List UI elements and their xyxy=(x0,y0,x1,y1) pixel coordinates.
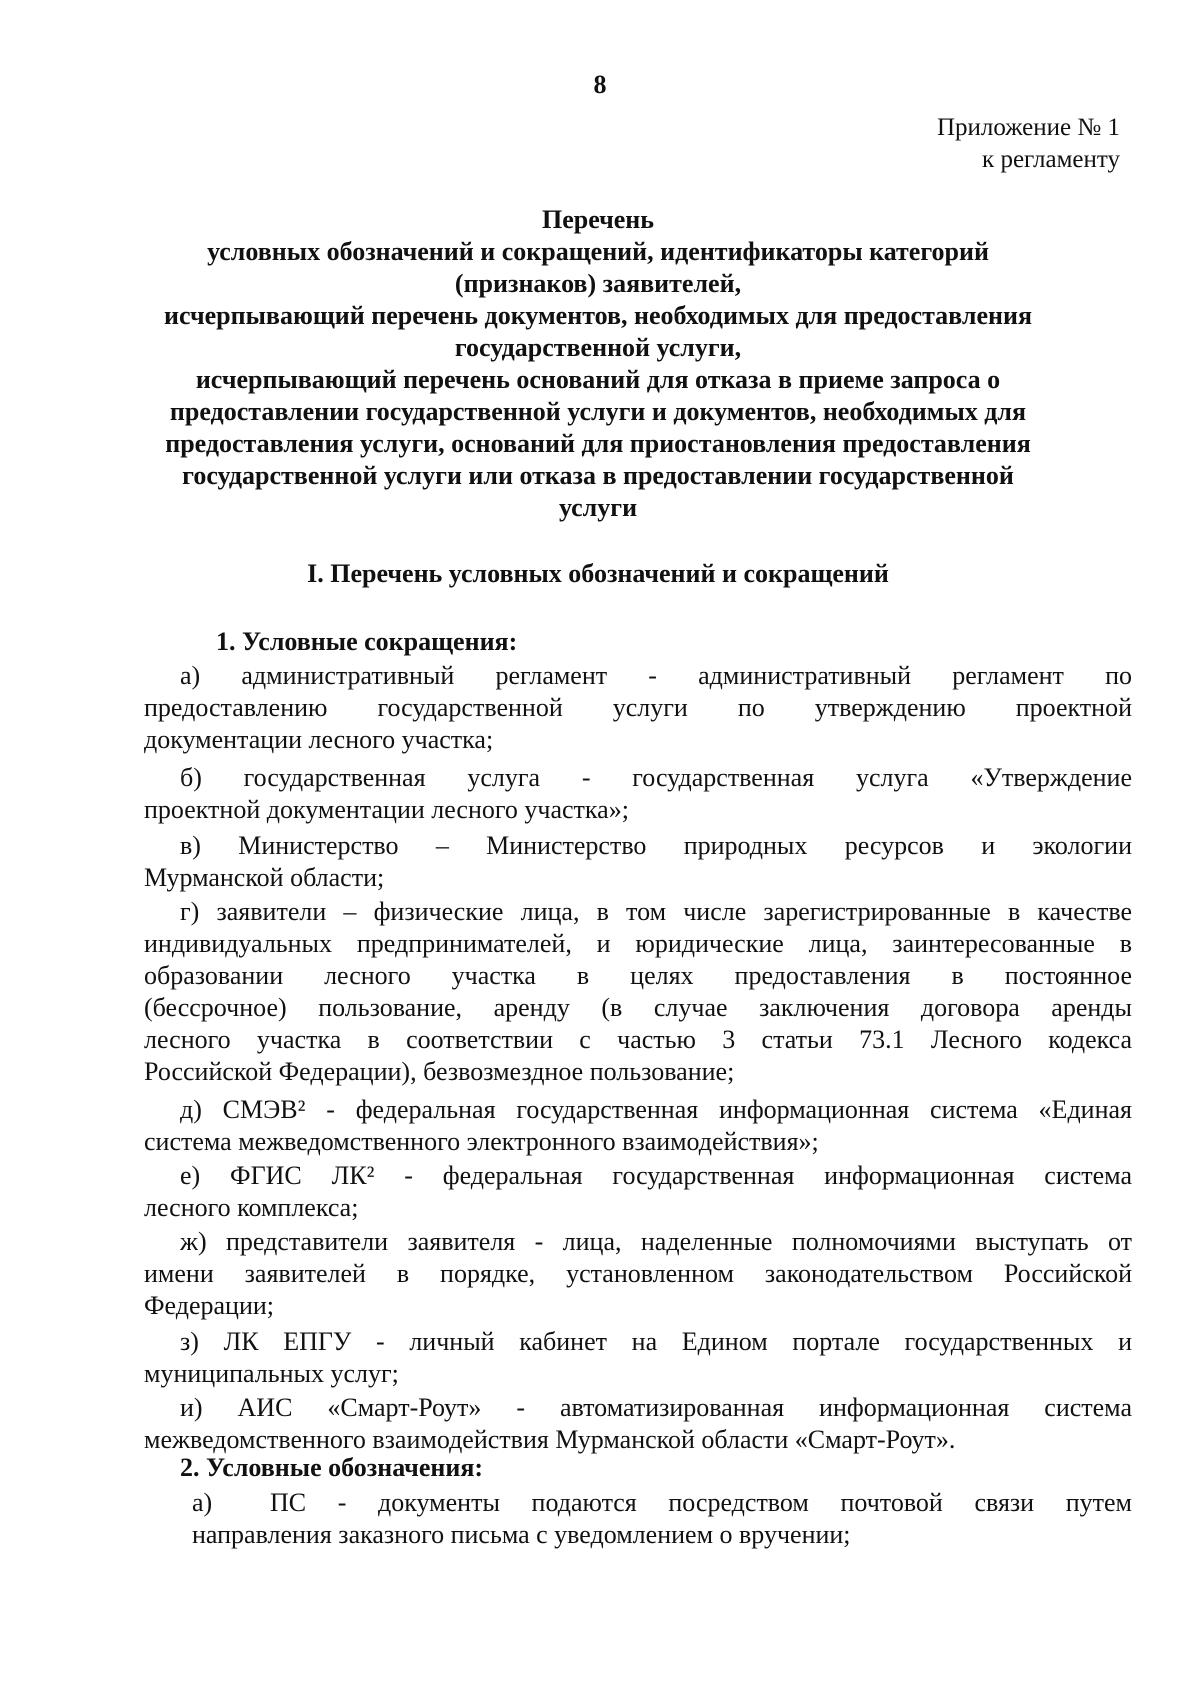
document-title xyxy=(148,204,1048,524)
abbreviation-item xyxy=(144,1326,1132,1390)
paragraph-line: Мурманской области; xyxy=(144,863,385,892)
paragraph-line: муниципальных услуг; xyxy=(144,1359,399,1388)
paragraph-line: д) СМЭВ² - федеральная государственная информационная система «Единая xyxy=(180,1095,1132,1124)
section-heading: I. Перечень условных обозначений и сокращений xyxy=(307,559,889,588)
appendix-line: Приложение № 1 xyxy=(936,114,1120,141)
appendix-reference xyxy=(937,112,1120,176)
paragraph-line: Российской Федерации), безвозмездное пользование; xyxy=(144,1057,735,1086)
paragraph-line: документации лесного участка; xyxy=(144,725,494,754)
paragraph-line: имени заявителей в порядке, установленном законодательством Российской xyxy=(144,1259,1132,1288)
title-line: исчерпывающий перечень документов, необходимых для предоставления xyxy=(163,301,1033,330)
title-line: государственной услуги, xyxy=(454,333,742,362)
list-marker: а) xyxy=(192,1488,213,1517)
page-number: 8 xyxy=(593,70,607,99)
paragraph-line: система межведомственного электронного взаимодействия»; xyxy=(144,1127,819,1156)
subsection-heading: 2. Условные обозначения: xyxy=(180,1453,484,1482)
paragraph-line: индивидуальных предпринимателей, и юридические лица, заинтересованные в xyxy=(144,929,1132,958)
paragraph-line: з) ЛК ЕПГУ - личный кабинет на Едином портале государственных и xyxy=(180,1327,1132,1356)
paragraph-line: в) Министерство – Министерство природных ресурсов и экологии xyxy=(180,831,1132,860)
paragraph-line: б) государственная услуга - государственная услуга «Утверждение xyxy=(180,763,1132,792)
title-line: предоставлении государственной услуги и документов, необходимых для xyxy=(169,397,1027,426)
paragraph-line: образовании лесного участка в целях предоставления в постоянное xyxy=(144,961,1132,990)
title-line: предоставления услуги, оснований для приостановления предоставления xyxy=(165,429,1031,458)
designation-item xyxy=(192,1487,1132,1551)
title-line: Перечень xyxy=(541,205,655,234)
abbreviation-item xyxy=(144,660,1132,756)
paragraph-line: а) административный регламент - административный регламент по xyxy=(180,661,1132,690)
paragraph-line: (бессрочное) пользование, аренду (в случае заключения договора аренды xyxy=(144,993,1132,1022)
paragraph-line: Федерации; xyxy=(144,1291,275,1320)
appendix-line: к регламенту xyxy=(982,146,1120,173)
paragraph-line: г) заявители – физические лица, в том числе зарегистрированные в качестве xyxy=(180,897,1132,926)
paragraph-line: и) АИС «Смарт-Роут» - автоматизированная информационная система xyxy=(180,1393,1132,1422)
abbreviation-item xyxy=(144,1226,1132,1322)
paragraph-line xyxy=(192,1487,1132,1519)
title-line: услуги xyxy=(558,493,638,522)
title-line: условных обозначений и сокращений, идентификаторы категорий xyxy=(207,237,989,266)
paragraph-line: направления заказного письма с уведомлением о вручении; xyxy=(192,1520,851,1549)
abbreviation-item xyxy=(144,830,1132,894)
abbreviation-item xyxy=(144,762,1132,826)
abbreviation-item xyxy=(144,1160,1132,1224)
paragraph-line: межведомственного взаимодействия Мурманской области «Смарт-Роут». xyxy=(144,1425,956,1454)
abbreviation-item xyxy=(144,896,1132,1088)
subsection-heading: 1. Условные сокращения: xyxy=(216,627,518,656)
paragraph-line: лесного комплекса; xyxy=(144,1193,359,1222)
abbreviation-item xyxy=(144,1392,1132,1456)
designation-text: ПС - документы подаются посредством почтовой связи путем xyxy=(270,1488,1132,1517)
paragraph-line: проектной документации лесного участка»; xyxy=(144,795,629,824)
paragraph-line: предоставлению государственной услуги по утверждению проектной xyxy=(144,693,1132,722)
paragraph-line: е) ФГИС ЛК² - федеральная государственная информационная система xyxy=(180,1161,1132,1190)
title-line: исчерпывающий перечень оснований для отказа в приеме запроса о xyxy=(195,365,1001,394)
title-line: (признаков) заявителей, xyxy=(454,269,742,298)
title-line: государственной услуги или отказа в предоставлении государственной xyxy=(182,461,1014,490)
paragraph-line: лесного участка в соответствии с частью 3 статьи 73.1 Лесного кодекса xyxy=(144,1025,1132,1054)
paragraph-line: ж) представители заявителя - лица, наделенные полномочиями выступать от xyxy=(180,1227,1132,1256)
abbreviation-item xyxy=(144,1094,1132,1158)
